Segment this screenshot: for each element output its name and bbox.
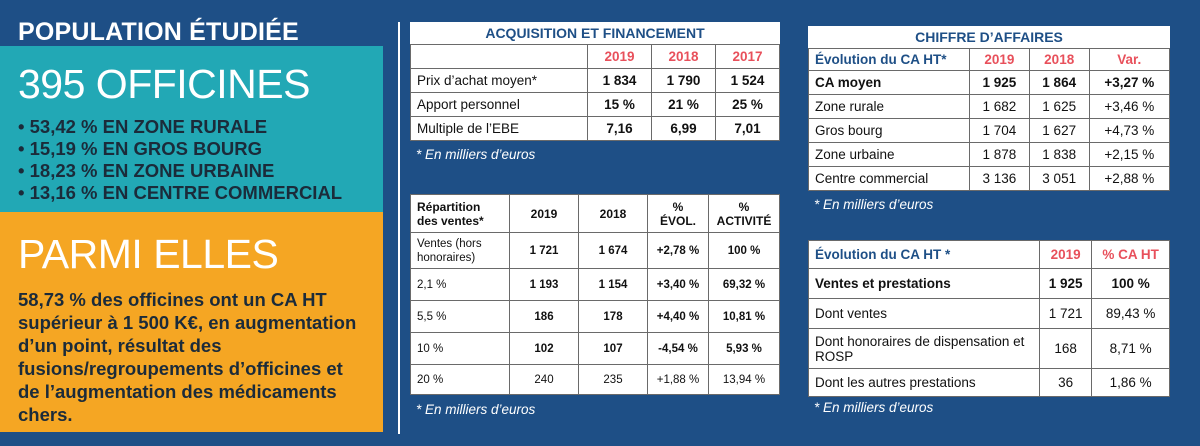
ventes-footnote: * En milliers d’euros: [416, 402, 536, 417]
ca2-table: Évolution du CA HT * 2019 % CA HT Ventes et prestations 1 925 100 % Dont ventes 1 721 89,43 % Dont honoraires de dispensation et ROSP 168 8,71 % Dont les autres prestations 36 1,86 %: [808, 240, 1170, 397]
ca-block: [808, 26, 1170, 191]
ca-title: CHIFFRE D’AFFAIRES: [808, 26, 1170, 48]
table-row: Gros bourg 1 704 1 627 +4,73 %: [809, 119, 1170, 143]
year-header: 2019: [588, 45, 652, 69]
parmi-elles-heading: PARMI ELLES: [18, 231, 279, 277]
parmi-elles-text: 58,73 % des officines ont un CA HT supérieur à 1 500 K€, en augmentation d’un point, résultat des fusions/regroupements d’officines et de l’augmentation des médicaments chers.: [18, 289, 357, 425]
bullet-urbaine: • 18,23 % EN ZONE URBAINE: [18, 160, 275, 181]
table-row: Ventes et prestations 1 925 100 %: [809, 269, 1170, 299]
table-row: CA moyen 1 925 1 864 +3,27 %: [809, 71, 1170, 95]
bullet-centre-commercial: • 13,16 % EN CENTRE COMMERCIAL: [18, 182, 343, 203]
acquisition-title: ACQUISITION ET FINANCEMENT: [410, 22, 780, 44]
acquisition-footnote: * En milliers d’euros: [416, 147, 536, 162]
table-row: Zone rurale 1 682 1 625 +3,46 %: [809, 95, 1170, 119]
acquisition-block: [410, 22, 780, 141]
ventes-table: Répartition des ventes* 2019 2018 % ÉVOL. % ACTIVITÉ Ventes (hors honoraires) 1 721 1 674 +2,78 % 100 % 2,1 % 1 193 1 154 +3,40 % 69,32 % 5,5 % 186 178 +4,40 % 10,81 % 10 % 102 107 -4,54 % 5,93 % 20 % 240 235 +1,88 % 13,94 %: [410, 194, 780, 395]
ca-table: Évolution du CA HT* 2019 2018 Var. CA moyen 1 925 1 864 +3,27 % Zone rurale 1 682 1 625 +3,46 % Gros bourg 1 704 1 627 +4,73 % Zone urbaine 1 878 1 838 +2,15 % Centre commercial 3 136 3 051 +2,88 %: [808, 48, 1170, 191]
ca-footnote: * En milliers d’euros: [814, 197, 934, 212]
vertical-divider: [398, 22, 400, 434]
ventes-block: [410, 194, 780, 395]
population-title: POPULATION ÉTUDIÉE: [18, 18, 299, 46]
table-row: 5,5 % 186 178 +4,40 % 10,81 %: [411, 301, 780, 333]
bullet-gros-bourg: • 15,19 % EN GROS BOURG: [18, 138, 262, 159]
acquisition-table: [410, 44, 780, 141]
parmi-elles-panel: [0, 212, 383, 432]
table-row: 20 % 240 235 +1,88 % 13,94 %: [411, 365, 780, 395]
bullet-rural: • 53,42 % EN ZONE RURALE: [18, 116, 268, 137]
table-row: Centre commercial 3 136 3 051 +2,88 %: [809, 167, 1170, 191]
table-row: Dont honoraires de dispensation et ROSP 168 8,71 %: [809, 329, 1170, 369]
ca2-block: [808, 240, 1170, 397]
table-row: Zone urbaine 1 878 1 838 +2,15 %: [809, 143, 1170, 167]
table-row: Prix d’achat moyen* 1 834 1 790 1 524: [411, 69, 780, 93]
table-row: Multiple de l’EBE 7,16 6,99 7,01: [411, 117, 780, 141]
zone-bullet-list: [18, 116, 342, 204]
table-row: 2,1 % 1 193 1 154 +3,40 % 69,32 %: [411, 269, 780, 301]
table-row: Apport personnel 15 % 21 % 25 %: [411, 93, 780, 117]
table-row: Ventes (hors honoraires) 1 721 1 674 +2,78 % 100 %: [411, 233, 780, 269]
officines-panel: [0, 46, 383, 212]
table-row: Dont ventes 1 721 89,43 %: [809, 299, 1170, 329]
table-row: Dont les autres prestations 36 1,86 %: [809, 369, 1170, 397]
year-header: 2017: [716, 45, 780, 69]
ca2-footnote: * En milliers d’euros: [814, 400, 934, 415]
table-row: 10 % 102 107 -4,54 % 5,93 %: [411, 333, 780, 365]
officines-count-heading: 395 OFFICINES: [18, 61, 310, 107]
year-header: 2018: [652, 45, 716, 69]
